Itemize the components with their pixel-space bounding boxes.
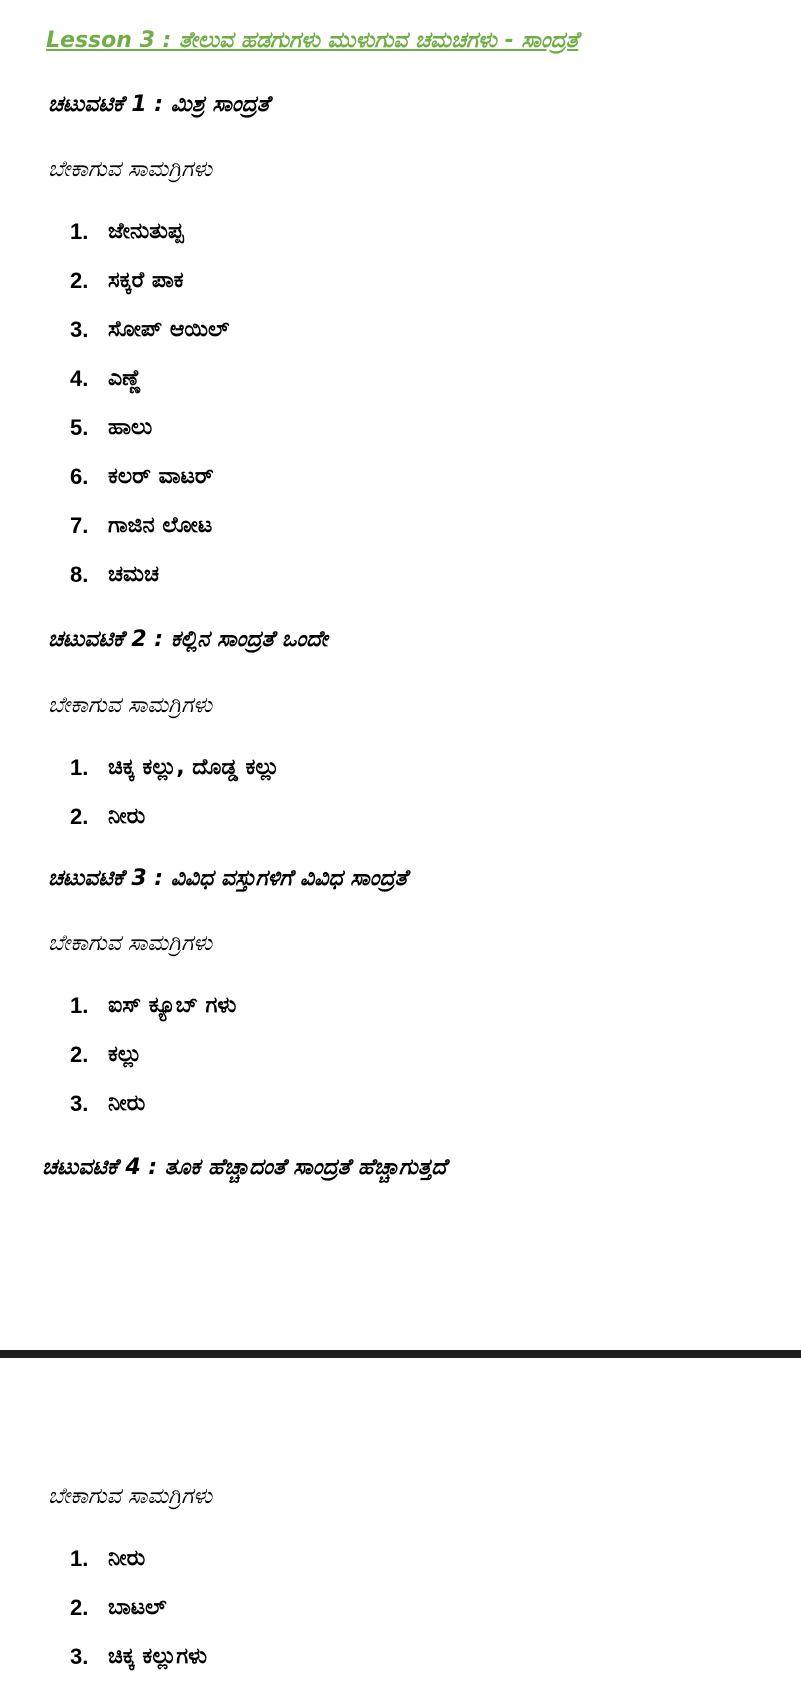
list-item-text: ಹಾಲು — [108, 415, 153, 440]
activity-1-materials-list — [70, 219, 229, 611]
list-item-number: 2. — [70, 804, 89, 829]
list-item-text: ಬಾಟಲ್ — [108, 1595, 167, 1620]
list-item-number: 2. — [70, 268, 89, 293]
list-item-number: 1. — [70, 1546, 89, 1571]
page-break-divider — [0, 1350, 801, 1358]
list-item-text: ಜೇನುತುಪ್ಪ — [108, 219, 184, 244]
activity-4-materials-heading: ಬೇಕಾಗುವ ಸಾಮಗ್ರಿಗಳು — [48, 1484, 213, 1509]
list-item — [70, 1042, 236, 1091]
list-item — [70, 415, 229, 464]
list-item — [70, 804, 279, 853]
activity-2-title: ಚಟುವಟಿಕೆ 2 : ಕಲ್ಲಿನ ಸಾಂದ್ರತೆ ಒಂದೇ — [48, 627, 328, 652]
activity-3-title: ಚಟುವಟಿಕೆ 3 : ವಿವಿಧ ವಸ್ತುಗಳಿಗೆ ವಿವಿಧ ಸಾಂದ್ರತೆ — [48, 866, 408, 891]
list-item-number: 6. — [70, 464, 89, 489]
list-item-text: ಗಾಜಿನ ಲೋಟ — [108, 513, 213, 538]
activity-2-materials-heading: ಬೇಕಾಗುವ ಸಾಮಗ್ರಿಗಳು — [48, 693, 213, 718]
list-item-text: ಐಸ್ ಕ್ಯೂಬ್ ಗಳು — [108, 993, 237, 1018]
list-item — [70, 562, 229, 611]
activity-1-title: ಚಟುವಟಿಕೆ 1 : ಮಿಶ್ರ ಸಾಂದ್ರತೆ — [48, 92, 270, 117]
list-item — [70, 1644, 207, 1693]
lesson-title: Lesson 3 : ತೇಲುವ ಹಡಗುಗಳು ಮುಳುಗುವ ಚಮಚಗಳು - ಸಾಂದ್ರತೆ — [46, 28, 579, 53]
list-item-number: 8. — [70, 562, 89, 587]
list-item-text: ಚಮಚ — [108, 562, 159, 587]
document-page-2 — [0, 1360, 801, 1687]
list-item-number: 1. — [70, 993, 89, 1018]
list-item-number: 3. — [70, 1091, 89, 1116]
list-item — [70, 1546, 207, 1595]
list-item-text: ನೀರು — [108, 1546, 146, 1571]
activity-3-materials-heading: ಬೇಕಾಗುವ ಸಾಮಗ್ರಿಗಳು — [48, 931, 213, 956]
list-item-text: ಚಿಕ್ಕ ಕಲ್ಲುಗಳು — [108, 1644, 208, 1669]
list-item-text: ಚಿಕ್ಕ ಕಲ್ಲು, ದೊಡ್ಡ ಕಲ್ಲು — [108, 755, 280, 780]
activity-4-title: ಚಟುವಟಿಕೆ 4 : ತೂಕ ಹೆಚ್ಚಾದಂತೆ ಸಾಂದ್ರತೆ ಹೆಚ್ಚಾಗುತ್ತದೆ — [42, 1155, 447, 1180]
list-item-text: ಸಕ್ಕರೆ ಪಾಕ — [108, 268, 184, 293]
list-item-number: 4. — [70, 366, 89, 391]
list-item — [70, 219, 229, 268]
list-item — [70, 1091, 236, 1140]
list-item-number: 2. — [70, 1042, 89, 1067]
list-item-number: 5. — [70, 415, 89, 440]
activity-2-materials-list — [70, 755, 279, 853]
list-item-number: 7. — [70, 513, 89, 538]
list-item-number: 2. — [70, 1595, 89, 1620]
list-item-text: ಕಲರ್ ವಾಟರ್ — [108, 464, 214, 489]
list-item-text: ನೀರು — [108, 804, 146, 829]
list-item — [70, 317, 229, 366]
list-item — [70, 268, 229, 317]
list-item-number: 1. — [70, 755, 89, 780]
list-item — [70, 513, 229, 562]
activity-3-materials-list — [70, 993, 236, 1140]
list-item-text: ನೀರು — [108, 1091, 146, 1116]
list-item — [70, 755, 279, 804]
list-item — [70, 464, 229, 513]
activity-4-materials-list — [70, 1546, 207, 1693]
list-item — [70, 993, 236, 1042]
list-item — [70, 366, 229, 415]
list-item-number: 1. — [70, 219, 89, 244]
list-item-number: 3. — [70, 1644, 89, 1669]
activity-1-materials-heading: ಬೇಕಾಗುವ ಸಾಮಗ್ರಿಗಳು — [48, 157, 213, 182]
list-item-text: ಎಣ್ಣೆ — [108, 366, 142, 391]
list-item — [70, 1595, 207, 1644]
list-item-text: ಕಲ್ಲು — [108, 1042, 142, 1067]
list-item-text: ಸೋಪ್ ಆಯಿಲ್ — [108, 317, 230, 342]
list-item-number: 3. — [70, 317, 89, 342]
